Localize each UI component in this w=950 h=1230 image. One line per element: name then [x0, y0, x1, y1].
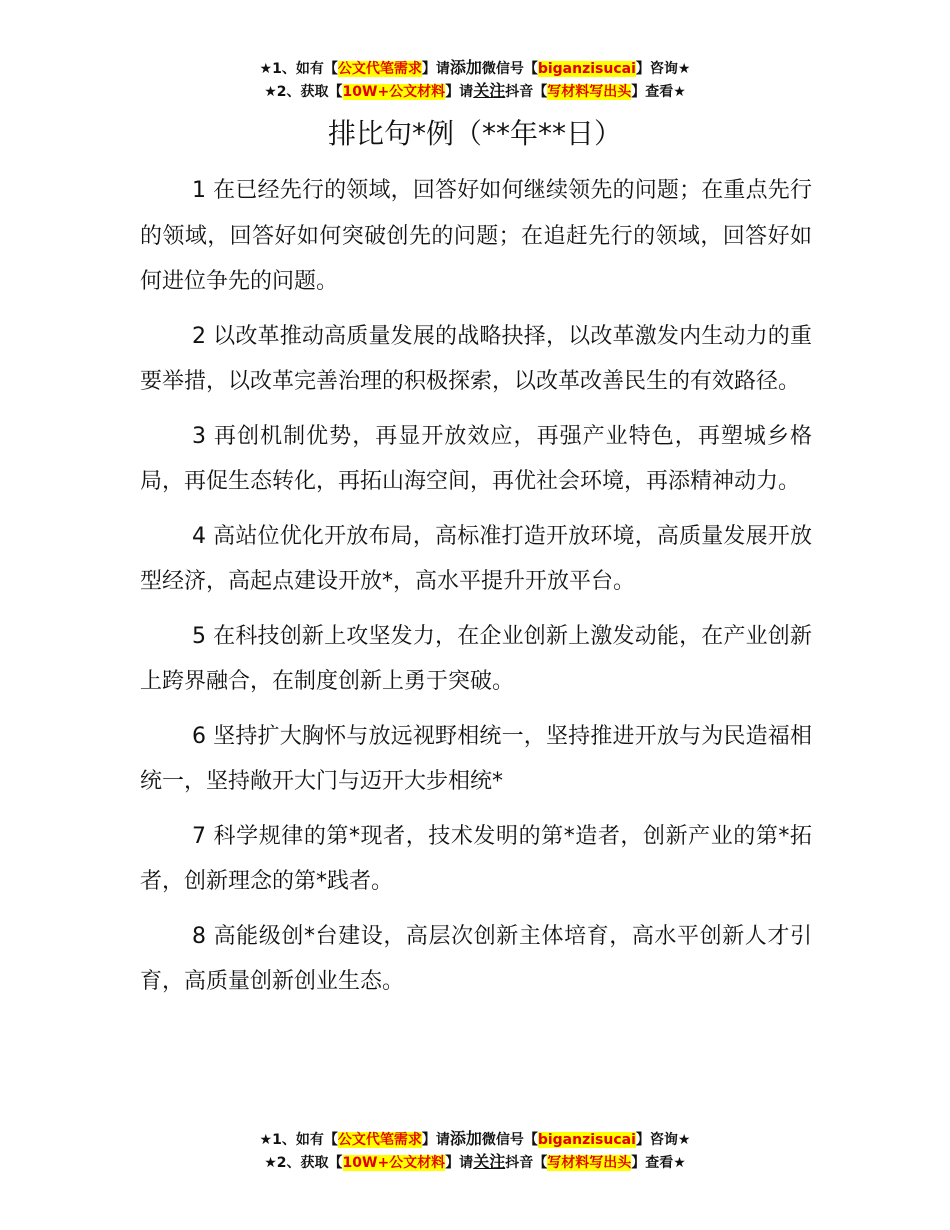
paragraph: 2 以改革推动高质量发展的战略抉择，以改革激发内生动力的重要举措，以改革完善治理的积极探索，以改革改善民生的有效路径。: [140, 323, 812, 394]
banner-highlight: 公文代笔需求: [337, 61, 422, 77]
banner-text: ★2、获取【: [264, 84, 343, 100]
banner-highlight-wechat-id: biganzisucai: [537, 1132, 636, 1148]
banner-text: 抖音【: [505, 1155, 548, 1171]
banner-text: 】咨询★: [635, 1132, 691, 1148]
header-banner: [0, 57, 950, 103]
banner-highlight: 10W+公文材料: [342, 1155, 446, 1171]
banner-text: ★2、获取【: [264, 1155, 343, 1171]
banner-text: 】查看★: [631, 84, 686, 100]
paragraph: 6 坚持扩大胸怀与放远视野相统一，坚持推进开放与为民造福相统一，坚持敞开大门与迈开大步相统*: [140, 723, 812, 794]
banner-text: 】咨询★: [635, 61, 691, 77]
banner-line-1: [0, 1128, 950, 1151]
banner-text: 抖音【: [505, 84, 548, 100]
footer-banner: [0, 1128, 950, 1174]
paragraph: 7 科学规律的第*现者，技术发明的第*造者，创新产业的第*拓者，创新理念的第*践者。: [140, 823, 812, 894]
document-body: [140, 168, 812, 1014]
banner-text: ★1、如有【: [259, 1132, 338, 1148]
banner-highlight: 公文代笔需求: [337, 1132, 422, 1148]
banner-line-2: [0, 1151, 950, 1174]
banner-text: 】请: [445, 84, 474, 100]
banner-text: 微信号【: [481, 61, 538, 77]
paragraph: 5 在科技创新上攻坚发力，在企业创新上激发动能，在产业创新上跨界融合，在制度创新上勇于突破。: [140, 623, 812, 694]
banner-highlight-wechat-id: biganzisucai: [537, 61, 636, 77]
banner-emphasis: 关注: [473, 1152, 506, 1171]
banner-text: 】请: [421, 1132, 450, 1148]
paragraph: 3 再创机制优势，再显开放效应，再强产业特色，再塑城乡格局，再促生态转化，再拓山海空间，再优社会环境，再添精神动力。: [140, 423, 812, 494]
banner-text: ★1、如有【: [259, 61, 338, 77]
banner-text: 微信号【: [481, 1132, 538, 1148]
banner-line-2: [0, 80, 950, 103]
banner-emphasis: 添加: [449, 58, 482, 77]
banner-text: 】查看★: [631, 1155, 686, 1171]
banner-emphasis: 关注: [473, 81, 506, 100]
banner-highlight: 10W+公文材料: [342, 84, 446, 100]
banner-highlight-douyin: 写材料写出头: [547, 1155, 632, 1171]
paragraph: 8 高能级创*台建设，高层次创新主体培育，高水平创新人才引育，高质量创新创业生态。: [140, 923, 812, 994]
document-title: 排比句*例（**年**日）: [327, 117, 622, 150]
paragraph: 4 高站位优化开放布局，高标准打造开放环境，高质量发展开放型经济，高起点建设开放*，高水平提升开放平台。: [140, 523, 812, 594]
banner-text: 】请: [421, 61, 450, 77]
banner-text: 】请: [445, 1155, 474, 1171]
banner-emphasis: 添加: [449, 1129, 482, 1148]
banner-highlight-douyin: 写材料写出头: [547, 84, 632, 100]
paragraph: 1 在已经先行的领域，回答好如何继续领先的问题；在重点先行的领域，回答好如何突破创先的问题；在追赶先行的领域，回答好如何进位争先的问题。: [140, 178, 812, 294]
banner-line-1: [0, 57, 950, 80]
